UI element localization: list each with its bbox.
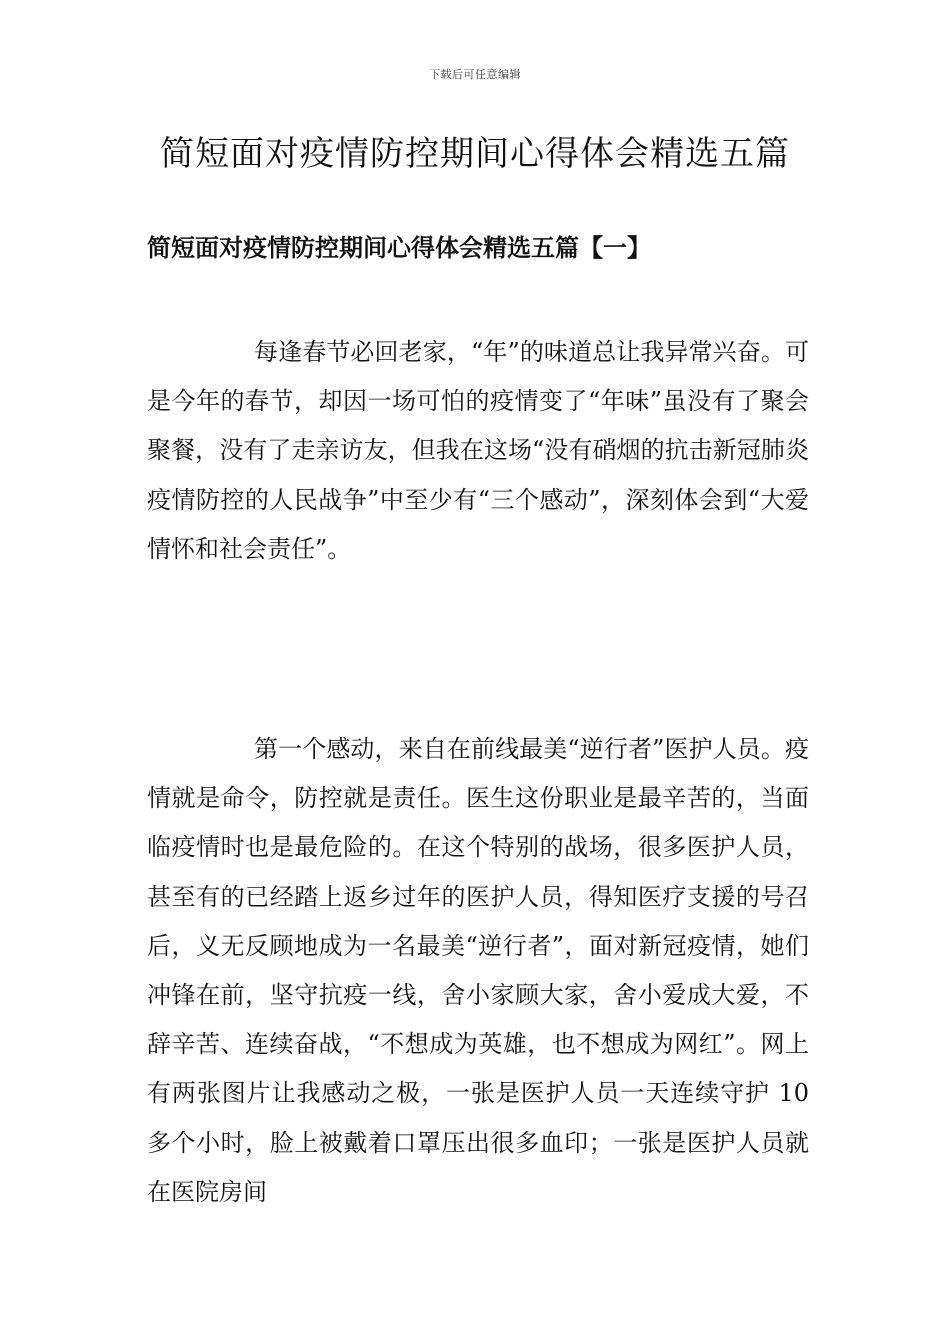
body-paragraph-1: 每逢春节必回老家，“年”的味道总让我异常兴奋。可是今年的春节，却因一场可怕的疫情变了“年味”虽没有了聚会聚餐，没有了走亲访友，但我在这场“没有硝烟的抗击新冠肺炎疫情防控的人民战争”中至少有“三个感动”，深刻体会到“大爱情怀和社会责任”。 bbox=[147, 338, 809, 563]
body-paragraph-2: 第一个感动，来自在前线最美“逆行者”医护人员。疫情就是命令，防控就是责任。医生这份职业是最辛苦的，当面临疫情时也是最危险的。在这个特别的战场，很多医护人员，甚至有的已经踏上返乡过年的医护人员，得知医疗支援的号召后，义无反顾地成为一名最美“逆行者”，面对新冠疫情，她们冲锋在前，坚守抗疫一线，舍小家顾大家，舍小爱成大爱，不辞辛苦、连续奋战，“不想成为英雄，也不想成为网红”。网上有两张图片让我感动之极，一张是医护人员一天连续守护 10 多个小时，脸上被戴着口罩压出很多血印；一张是医护人员就在医院房间 bbox=[147, 735, 809, 1206]
document-title: 简短面对疫情防控期间心得体会精选五篇 bbox=[160, 134, 790, 174]
section-heading: 简短面对疫情防控期间心得体会精选五篇【一】 bbox=[147, 233, 651, 262]
header-note: 下载后可任意编辑 bbox=[429, 68, 521, 81]
